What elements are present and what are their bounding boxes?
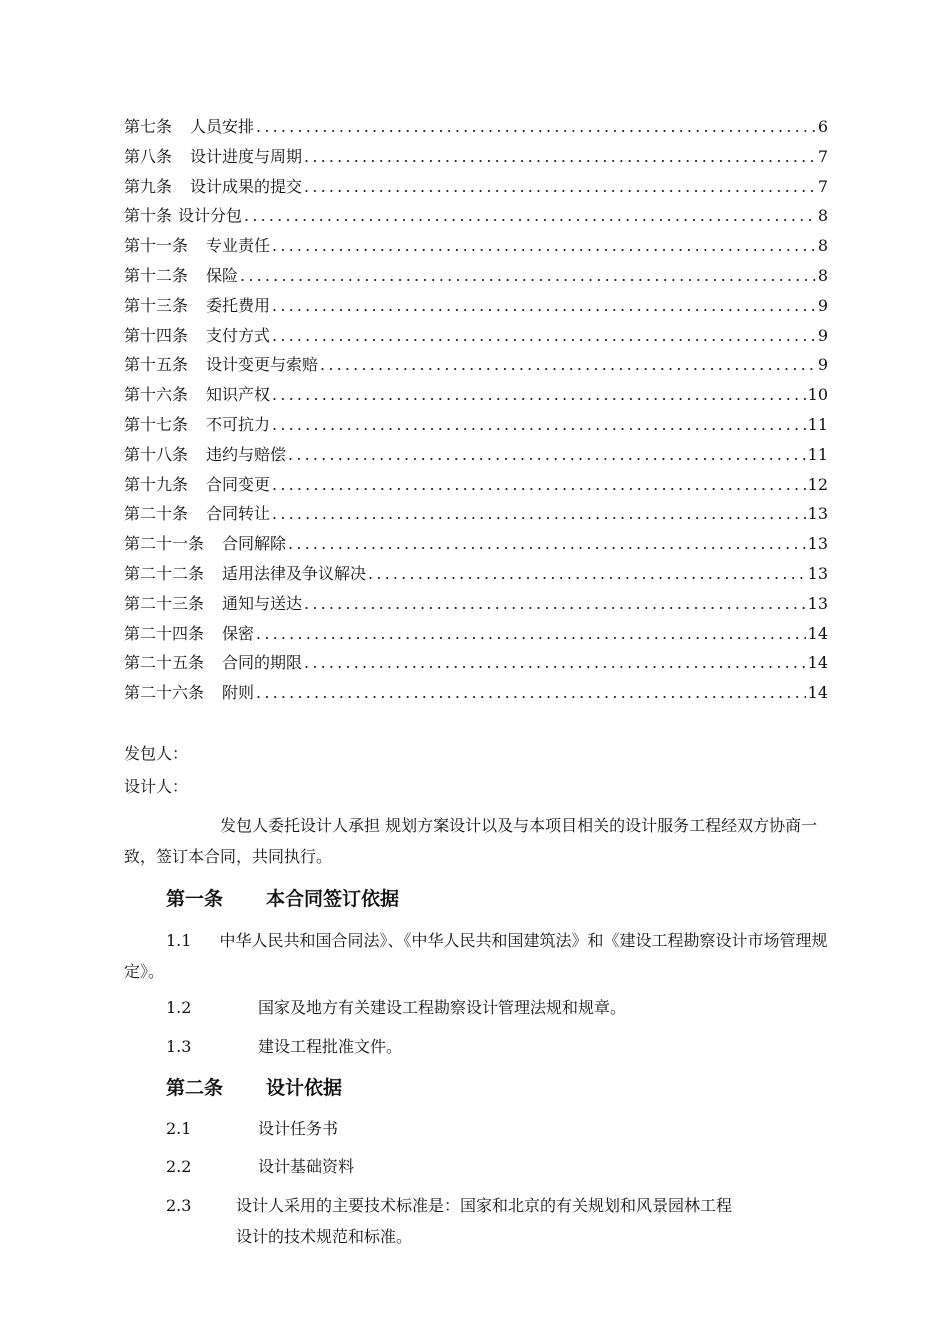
toc-page-number: 14 <box>807 653 828 673</box>
toc-entry[interactable] <box>124 410 828 440</box>
toc-leader-dots <box>320 350 816 380</box>
toc-article-number: 第十一条 <box>124 236 189 256</box>
toc-leader-dots <box>256 112 816 142</box>
toc-entry[interactable] <box>124 321 828 351</box>
toc-entry[interactable] <box>124 350 828 380</box>
clause-2-2-text: 设计基础资料 <box>258 1157 355 1176</box>
toc-leader-dots <box>272 321 816 351</box>
toc-article-number: 第七条 <box>124 117 173 136</box>
toc-article-number: 第十七条 <box>124 414 189 434</box>
clause-2-3-text: 设计人采用的主要技术标准是：国家和北京的有关规划和风景园林工程 <box>236 1196 733 1215</box>
toc-page-number: 14 <box>807 623 828 643</box>
clause-1-3-text: 建设工程批准文件。 <box>258 1037 403 1056</box>
toc-article-number: 第二十条 <box>124 504 189 524</box>
toc-article-number: 第二十一条 <box>124 534 205 554</box>
toc-page-number: 8 <box>817 265 828 285</box>
toc-article-number: 第十三条 <box>124 295 189 315</box>
clause-1-1-number: 1.1 <box>166 931 192 950</box>
toc-leader-dots <box>244 201 816 231</box>
toc-article-title: 专业责任 <box>206 236 271 256</box>
toc-leader-dots <box>368 559 806 589</box>
toc-page-number: 11 <box>807 444 828 464</box>
toc-leader-dots <box>272 410 806 440</box>
toc-article-title: 附则 <box>222 683 255 703</box>
toc-article-title: 合同的期限 <box>222 653 303 673</box>
toc-page-number: 13 <box>807 504 828 524</box>
toc-article-title: 设计成果的提交 <box>190 176 303 196</box>
intro-paragraph <box>124 810 830 872</box>
toc-entry[interactable] <box>124 648 828 678</box>
toc-article-title: 人员安排 <box>190 117 255 136</box>
toc-page-number: 13 <box>807 563 828 583</box>
clause-1-2-text: 国家及地方有关建设工程勘察设计管理法规和规章。 <box>258 998 627 1017</box>
toc-page-number: 8 <box>817 206 828 226</box>
toc-leader-dots <box>304 648 806 678</box>
toc-article-number: 第二十六条 <box>124 683 205 703</box>
toc-entry[interactable] <box>124 559 828 589</box>
toc-leader-dots <box>240 261 816 291</box>
toc-article-number: 第十六条 <box>124 385 189 405</box>
toc-article-title: 合同变更 <box>206 474 271 494</box>
clause-2-3-number: 2.3 <box>166 1196 192 1215</box>
toc-leader-dots <box>272 380 806 410</box>
toc-article-number: 第九条 <box>124 176 173 196</box>
toc-article-title: 不可抗力 <box>206 414 271 434</box>
toc-page-number: 11 <box>807 414 828 434</box>
toc-entry[interactable] <box>124 440 828 470</box>
designer-label: 设计人： <box>124 777 189 796</box>
toc-entry[interactable] <box>124 201 828 231</box>
clause-2-1 <box>166 1114 830 1144</box>
toc-entry[interactable] <box>124 231 828 261</box>
toc-article-title: 设计变更与索赔 <box>206 355 319 375</box>
toc-entry[interactable] <box>124 172 828 202</box>
toc-page-number: 13 <box>807 534 828 554</box>
clause-2-3-text-continued: 设计的技术规范和标准。 <box>236 1227 413 1246</box>
toc-article-number: 第二十四条 <box>124 623 205 643</box>
toc-page-number: 7 <box>817 146 828 166</box>
article-2-title: 设计依据 <box>266 1077 343 1099</box>
toc-entry[interactable] <box>124 470 828 500</box>
toc-leader-dots <box>272 231 816 261</box>
toc-leader-dots <box>288 529 806 559</box>
toc-article-number: 第二十三条 <box>124 593 205 613</box>
toc-article-number: 第十九条 <box>124 474 189 494</box>
toc-article-title: 设计进度与周期 <box>190 146 303 166</box>
toc-page-number: 9 <box>817 325 828 345</box>
toc-leader-dots <box>288 440 806 470</box>
toc-entry[interactable] <box>124 589 828 619</box>
toc-entry[interactable] <box>124 499 828 529</box>
toc-article-title: 支付方式 <box>206 325 271 345</box>
toc-page-number: 9 <box>817 355 828 375</box>
toc-article-title: 适用法律及争议解决 <box>222 563 367 583</box>
toc-leader-dots <box>304 172 816 202</box>
toc-article-number: 第二十二条 <box>124 563 205 583</box>
toc-page-number: 9 <box>817 295 828 315</box>
toc-article-title: 违约与赔偿 <box>206 444 287 464</box>
toc-entry[interactable] <box>124 678 828 708</box>
article-1-title: 本合同签订依据 <box>266 888 400 910</box>
toc-leader-dots <box>272 470 806 500</box>
clause-2-1-text: 设计任务书 <box>258 1119 339 1138</box>
toc-entry[interactable] <box>124 380 828 410</box>
toc-leader-dots <box>304 589 806 619</box>
clause-2-1-number: 2.1 <box>166 1119 192 1138</box>
toc-entry[interactable] <box>124 529 828 559</box>
clause-1-2 <box>166 993 830 1023</box>
article-1-heading <box>166 884 399 911</box>
toc-article-title: 合同解除 <box>222 534 287 554</box>
toc-leader-dots <box>256 678 806 708</box>
toc-entry[interactable] <box>124 112 828 142</box>
toc-article-number: 第十八条 <box>124 444 189 464</box>
toc-leader-dots <box>272 499 806 529</box>
toc-article-number: 第十五条 <box>124 355 189 375</box>
clause-2-2 <box>166 1152 830 1182</box>
toc-article-title: 委托费用 <box>206 295 271 315</box>
toc-leader-dots <box>272 291 816 321</box>
clause-2-2-number: 2.2 <box>166 1157 192 1176</box>
toc-page-number: 6 <box>817 117 828 136</box>
article-1-number: 第一条 <box>166 888 224 910</box>
toc-leader-dots <box>256 619 806 649</box>
toc-entry[interactable] <box>124 619 828 649</box>
toc-article-title: 合同转让 <box>206 504 271 524</box>
toc-page-number: 14 <box>807 683 828 703</box>
toc-page-number: 8 <box>817 236 828 256</box>
clause-1-3-number: 1.3 <box>166 1037 192 1056</box>
table-of-contents <box>124 112 828 708</box>
clause-1-1-text: 中华人民共和国合同法》、《中华人民共和国建筑法》和《建设工程勘察设计市场管理规定》。 <box>124 931 828 981</box>
toc-article-number: 第十四条 <box>124 325 189 345</box>
toc-page-number: 12 <box>807 474 828 494</box>
clause-1-2-number: 1.2 <box>166 998 192 1017</box>
toc-page-number: 13 <box>807 593 828 613</box>
clause-2-3 <box>166 1191 830 1253</box>
article-2-number: 第二条 <box>166 1077 224 1099</box>
toc-page-number: 7 <box>817 176 828 196</box>
toc-article-title: 设计分包 <box>178 206 243 226</box>
toc-entry[interactable] <box>124 261 828 291</box>
clause-1-1-body <box>124 925 830 987</box>
toc-article-number: 第十二条 <box>124 265 189 285</box>
toc-article-number: 第八条 <box>124 146 173 166</box>
toc-leader-dots <box>304 142 816 172</box>
toc-article-number: 第十条 <box>124 206 173 226</box>
toc-article-number: 第二十五条 <box>124 653 205 673</box>
employer-label: 发包人： <box>124 744 189 763</box>
clause-1-3 <box>166 1032 830 1062</box>
toc-article-title: 保密 <box>222 623 255 643</box>
intro-text: 发包人委托设计人承担 规划方案设计以及与本项目相关的设计服务工程经双方协商一致，签订本合同，共同执行。 <box>124 816 818 866</box>
toc-entry[interactable] <box>124 291 828 321</box>
toc-page-number: 10 <box>807 385 828 405</box>
toc-article-title: 通知与送达 <box>222 593 303 613</box>
toc-article-title: 保险 <box>206 265 239 285</box>
clause-1-1 <box>124 925 830 987</box>
article-2-heading <box>166 1073 342 1100</box>
toc-entry[interactable] <box>124 142 828 172</box>
toc-article-title: 知识产权 <box>206 385 271 405</box>
